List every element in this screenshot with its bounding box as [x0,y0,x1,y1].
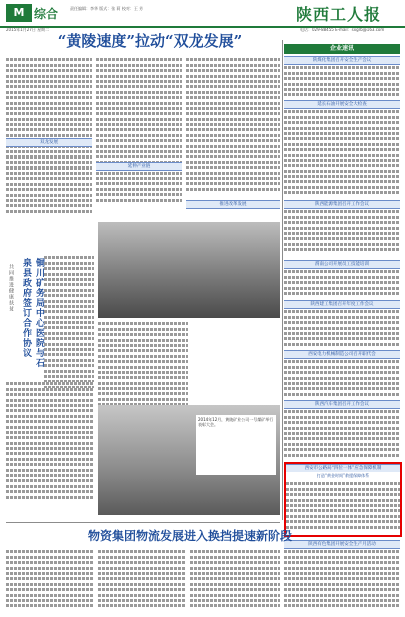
section-name: 综合 [34,7,59,21]
highlighted-brief-subtitle: 打造“黄金时间”救援保障体系 [286,472,400,479]
brief-text-1 [284,64,400,98]
bottom-column-1 [6,548,94,614]
issue-meta: 责任编辑：李华 版式：张 莉 校对：王 芳 [70,6,144,11]
brief-title-6: 西安电力机械制造公司召开职代会 [284,350,400,359]
highlighted-brief-title: 西安市公路局“四位一体”应急保障机制 [286,464,400,473]
brief-text-2 [284,108,400,198]
main-article-column-2 [96,56,182,216]
side-story-text-b [6,380,94,515]
bottom-column-2 [98,548,186,614]
bottom-headline: 物资集团物流发展进入换挡提速新阶段 [87,529,292,543]
column-divider [282,40,283,520]
section-tag-3: 推进改革发展 [186,200,280,209]
main-article-column-3 [186,56,280,216]
section-tag-1: 双龙发展 [6,138,92,147]
brief-title-7: 陕西汽车集团召开工作会议 [284,400,400,409]
main-article-column-1b [6,148,92,216]
side-story-title: 铜川矿务局中心医院与石泉县政府签订合作协议 [21,258,44,368]
bottom-column-3 [190,548,280,614]
brief-title-4: 渭南公司开展员工技能培训 [284,260,400,269]
brief-title-5: 陕西建工集团召开年度工作会议 [284,300,400,309]
brief-title-8: 陕西有色集团开展安全生产月活动 [284,540,400,549]
highlight-box [284,462,402,537]
brief-text-3 [284,208,400,258]
right-section-title: 企业速讯 [284,44,400,54]
brief-title-2: 延长石油开展安全大检查 [284,100,400,109]
date-line: 2015年1月27日 星期二 [6,27,50,32]
bottom-divider [6,522,280,523]
brief-text-6 [284,358,400,398]
brief-text-4 [284,268,400,298]
section-number: M [6,4,32,22]
brief-text-5 [284,308,400,348]
brief-text-7 [284,408,400,460]
brief-title-3: 陕西能源集团召开工作会议 [284,200,400,209]
photo-caption: 2014年12月，黄陵矿业公司一号煤矿举行表彰大会。 [196,415,276,475]
main-photo [98,222,280,318]
side-story-subtitle: 共同推进健康扶贫 [8,264,14,312]
main-headline: “黄陵速度”拉动“双龙发展” [57,32,243,50]
brief-text-8 [284,548,400,612]
newspaper-name: 陕西工人报 [296,5,382,24]
brief-title-1: 陕煤化集团召开安全生产会议 [284,56,400,65]
section-tag-2: 延伸产业链 [96,162,182,171]
contact-meta: 电话：029-88455 E-mail：sxgrb@163.com [300,27,385,32]
